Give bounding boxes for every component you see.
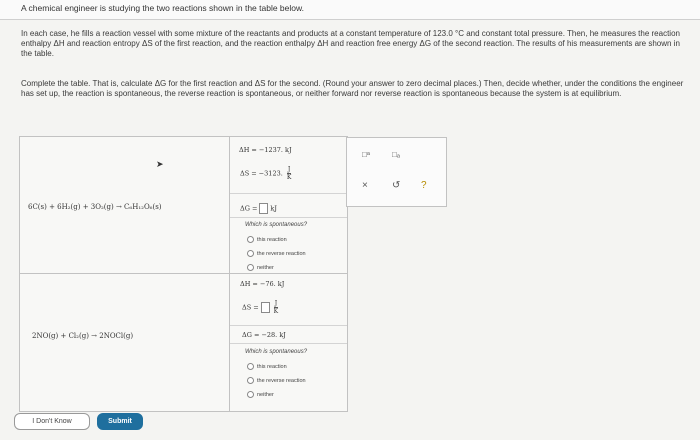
reaction-2-equation: 2NO(g) + Cl₂(g) → 2NOCl(g) — [32, 332, 134, 340]
question-prompt: A chemical engineer is studying the two reactions shown in the table below. — [21, 3, 305, 13]
intro-paragraph: In each case, he fills a reaction vessel with some mixture of the reactants and products at a constant temperature of 123.0 °C and constant total pressure. Then, he measures the reaction enthalpy ΔH and reaction entropy ΔS of the first reaction, and the reaction enthalpy ΔH and reaction free energy ΔG of the second reaction. The results of his measurements are shown in the table. — [21, 29, 680, 58]
reaction-1-equation: 6C(s) + 6H₂(g) + 3O₂(g) → C₆H₁₂O₆(s) — [28, 203, 162, 211]
ds-unit-denominator: K — [273, 308, 279, 315]
reaction-2-ds — [242, 300, 278, 315]
reaction-2-ds-input[interactable] — [261, 302, 270, 313]
row-divider — [20, 273, 347, 274]
reaction-1-dh: ΔH = −1237. kJ — [239, 146, 292, 154]
reaction-2-ds-label: ΔS = — [242, 303, 259, 312]
mouse-cursor-icon: ➤ — [156, 159, 164, 169]
cell-separator — [230, 325, 347, 326]
reaction-1-ds — [240, 166, 291, 181]
reaction-2-option-reverse[interactable]: the reverse reaction — [247, 377, 306, 384]
cell-separator — [230, 193, 347, 194]
subscript-tool-icon[interactable]: □ₐ — [392, 150, 400, 159]
clear-icon[interactable]: × — [362, 180, 368, 191]
radio-icon[interactable] — [247, 250, 254, 257]
radio-icon[interactable] — [247, 363, 254, 370]
ds-unit-fraction — [274, 300, 278, 315]
cell-separator — [230, 217, 347, 218]
reaction-1-dg-label: ΔG = — [240, 204, 258, 213]
submit-button[interactable]: Submit — [97, 413, 143, 430]
radio-icon[interactable] — [247, 264, 254, 271]
dont-know-button[interactable]: I Don't Know — [14, 413, 90, 430]
undo-icon[interactable]: ↺ — [392, 180, 401, 191]
radio-icon[interactable] — [247, 236, 254, 243]
reaction-1-option-neither[interactable]: neither — [247, 264, 274, 271]
reaction-2-question: Which is spontaneous? — [245, 349, 308, 355]
reaction-1-dg-unit: kJ — [270, 204, 277, 213]
ds-unit-denominator: K — [286, 174, 292, 181]
superscript-tool-icon[interactable]: □ᵃ — [362, 150, 370, 159]
cell-separator — [230, 343, 347, 344]
ds-unit-fraction — [287, 166, 291, 181]
instructions-paragraph: Complete the table. That is, calculate ΔG for the first reaction and ΔS for the second. (Round your answer to zero decimal places.) Then, decide whether, under the conditions the engineer has set up, the reaction is spontaneous, the reverse reaction is spontaneous, or neither forward nor reverse reaction is spontaneous because the system is at equilibrium. — [21, 79, 684, 98]
reaction-2-option-forward[interactable]: this reaction — [247, 363, 287, 370]
reaction-1-dg-input[interactable] — [259, 203, 268, 214]
radio-icon[interactable] — [247, 391, 254, 398]
question-header — [0, 0, 700, 20]
ds-unit-numerator: J — [274, 300, 278, 307]
help-icon[interactable]: ? — [421, 180, 427, 191]
reaction-2-dh: ΔH = −76. kJ — [240, 280, 285, 288]
reaction-2-option-neither[interactable]: neither — [247, 391, 274, 398]
reaction-1-option-forward[interactable]: this reaction — [247, 236, 287, 243]
radio-icon[interactable] — [247, 377, 254, 384]
reaction-1-option-reverse[interactable]: the reverse reaction — [247, 250, 306, 257]
reaction-1-question: Which is spontaneous? — [245, 222, 308, 228]
reaction-table — [19, 136, 348, 412]
reaction-1-dg — [240, 203, 277, 214]
ds-unit-numerator: J — [287, 166, 291, 173]
math-toolbar — [346, 137, 447, 207]
reaction-2-dg: ΔG = −28. kJ — [242, 331, 286, 339]
reaction-1-ds-value: ΔS = −3123. — [240, 169, 283, 178]
column-divider — [229, 137, 230, 411]
